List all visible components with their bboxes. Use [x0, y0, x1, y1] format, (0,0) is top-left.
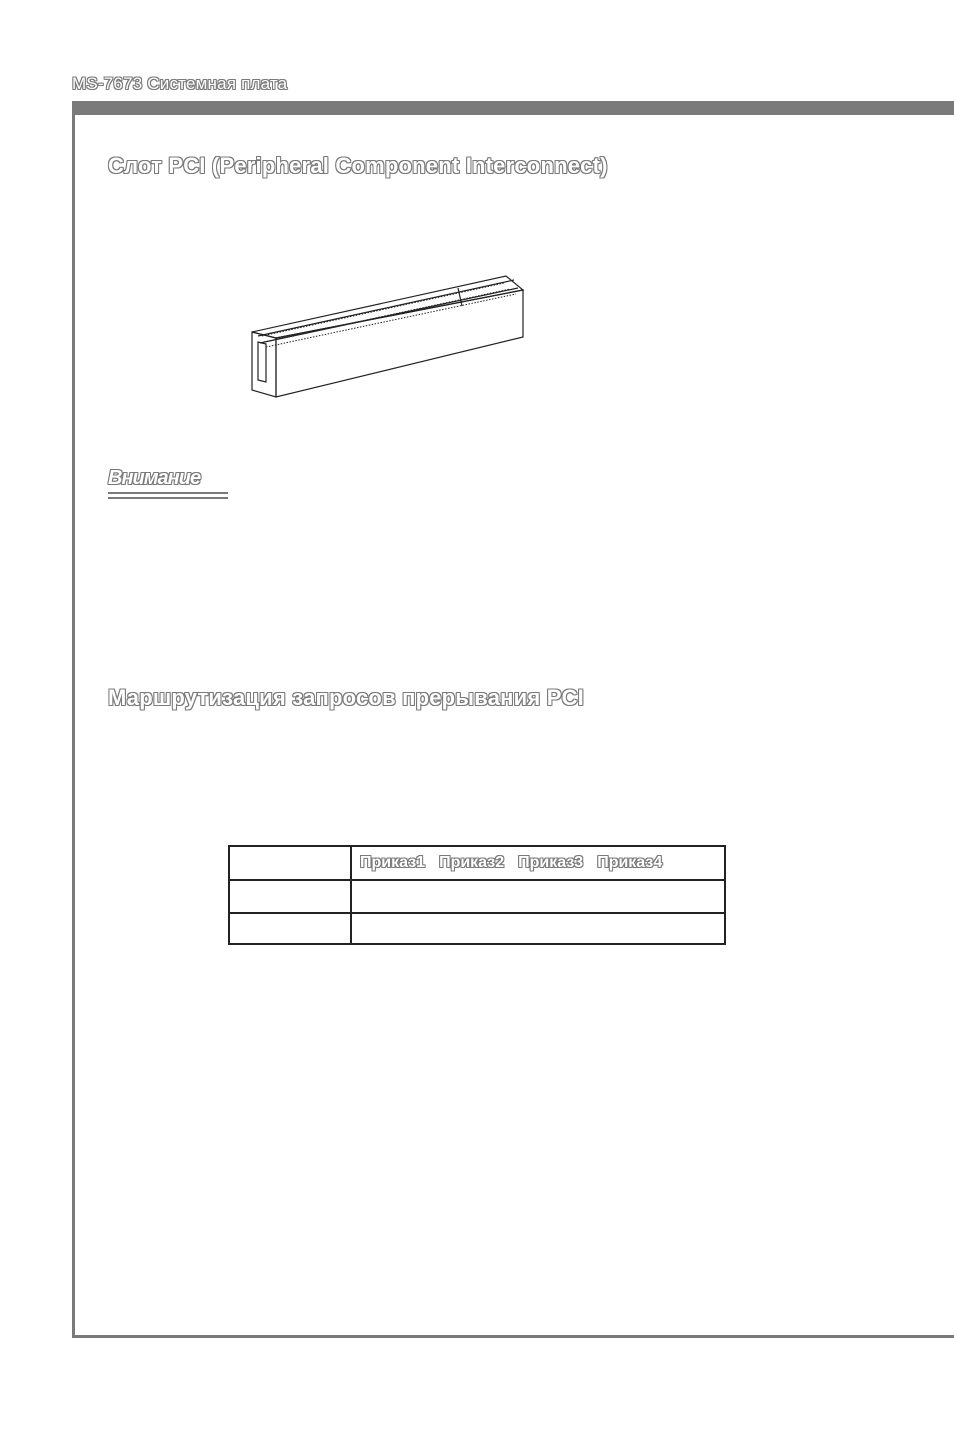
section-title-irq-routing: Маршрутизация запросов прерывания PCI	[108, 685, 584, 710]
notice-heading: Внимание	[108, 467, 201, 489]
notice-underline-second	[108, 497, 228, 499]
page-header-title: MS-7673 Системная плата	[72, 74, 288, 93]
left-margin-rule	[72, 101, 75, 1338]
table-header-cell: Приказ1	[360, 854, 426, 871]
pci-slot-illustration	[248, 272, 528, 402]
irq-routing-table	[228, 845, 726, 945]
table-header-cell: Приказ2	[439, 854, 505, 871]
table-header-cell: Приказ4	[597, 854, 663, 871]
table-row-divider	[230, 879, 724, 881]
table-header-cell: Приказ3	[518, 854, 584, 871]
table-header-row	[360, 854, 720, 872]
header-bar	[72, 101, 954, 115]
footer-rule	[72, 1335, 954, 1338]
table-column-divider	[350, 847, 352, 943]
table-row-divider	[230, 912, 724, 914]
notice-underline	[108, 492, 228, 494]
section-title-pci-slot: Слот PCI (Peripheral Component Interconnect)	[108, 153, 608, 178]
